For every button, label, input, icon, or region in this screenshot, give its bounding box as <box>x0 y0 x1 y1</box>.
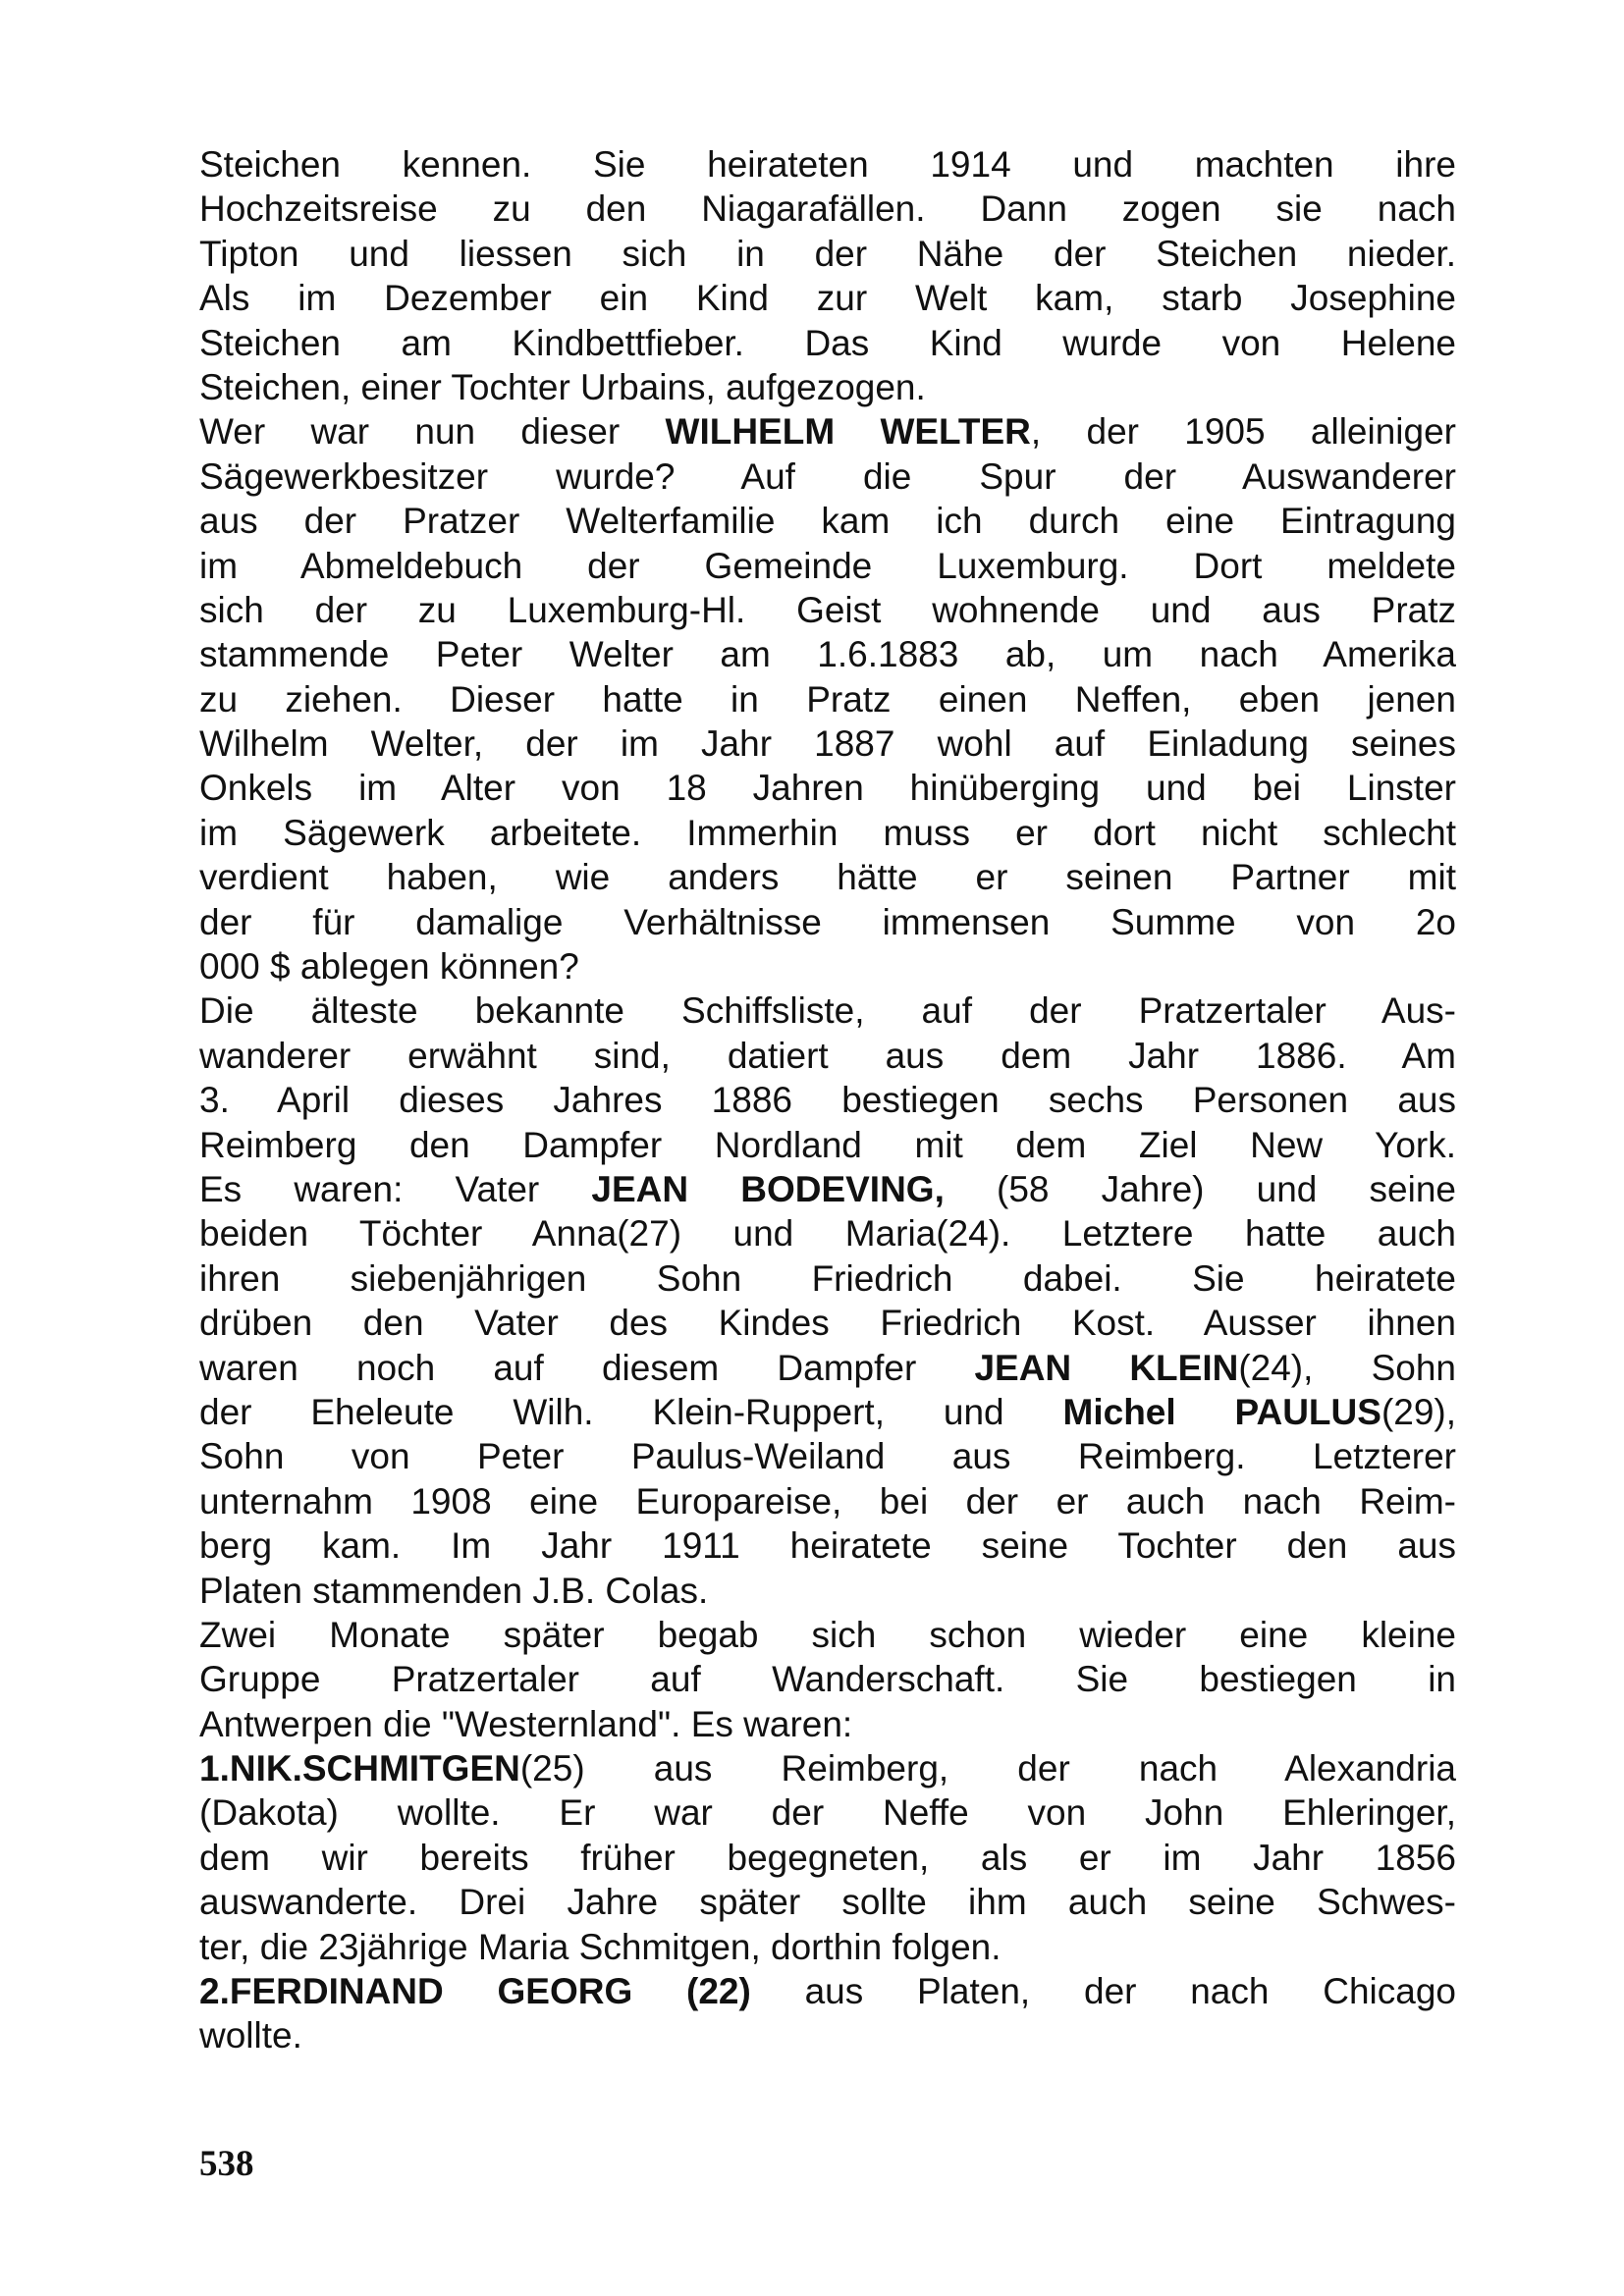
text-line: verdient haben, wie anders hätte er seinen Partner mit <box>199 857 1456 898</box>
text-line: Hochzeitsreise zu den Niagarafällen. Dann zogen sie nach <box>199 188 1456 230</box>
text-line <box>199 1969 1456 2013</box>
text-line: 3. April dieses Jahres 1886 bestiegen sechs Personen aus <box>199 1080 1456 1121</box>
bold-name: JEAN KLEIN <box>974 1347 1239 1388</box>
text-line: Als im Dezember ein Kind zur Welt kam, starb Josephine <box>199 278 1456 319</box>
bold-name: 1.NIK.SCHMITGEN <box>199 1748 520 1789</box>
text-line: Die älteste bekannte Schiffsliste, auf der Pratzertaler Aus- <box>199 990 1456 1032</box>
text-line: (Dakota) wollte. Er war der Neffe von John Ehleringer, <box>199 1792 1456 1834</box>
text-segment: , der 1905 alleiniger <box>1030 411 1456 453</box>
text-segment: (29), <box>1380 1391 1457 1432</box>
text-line: Tipton und liessen sich in der Nähe der Steichen nieder. <box>199 233 1456 274</box>
text-line <box>199 1167 1456 1211</box>
text-line: ihren siebenjährigen Sohn Friedrich dabei. Sie heiratete <box>199 1257 1456 1299</box>
text-line: Antwerpen die "Westernland". Es waren: <box>199 1703 853 1744</box>
text-line: berg kam. Im Jahr 1911 heiratete seine Tochter den aus <box>199 1525 1456 1567</box>
bold-name: Michel PAULUS <box>1062 1391 1381 1432</box>
text-line: Sägewerkbesitzer wurde? Auf die Spur der Auswanderer <box>199 455 1456 497</box>
bold-name: WILHELM WELTER <box>665 411 1031 453</box>
text-line <box>199 1746 1456 1790</box>
text-segment: Es waren: Vater <box>199 1168 592 1209</box>
text-line: Steichen kennen. Sie heirateten 1914 und machten ihre <box>199 144 1456 185</box>
text-line: Gruppe Pratzertaler auf Wanderschaft. Sie bestiegen in <box>199 1659 1456 1700</box>
text-segment: (24), Sohn <box>1238 1347 1456 1388</box>
text-line: beiden Töchter Anna(27) und Maria(24). Letztere hatte auch <box>199 1213 1456 1255</box>
text-line: Wilhelm Welter, der im Jahr 1887 wohl auf Einladung seines <box>199 723 1456 765</box>
text-line: dem wir bereits früher begegneten, als er im Jahr 1856 <box>199 1837 1456 1878</box>
text-line: Zwei Monate später begab sich schon wieder eine kleine <box>199 1614 1456 1655</box>
text-line: sich der zu Luxemburg-Hl. Geist wohnende und aus Pratz <box>199 589 1456 630</box>
text-line: drüben den Vater des Kindes Friedrich Kost. Ausser ihnen <box>199 1303 1456 1344</box>
text-segment: (58 Jahre) und seine <box>944 1168 1456 1209</box>
text-line <box>199 1346 1456 1390</box>
text-segment: waren noch auf diesem Dampfer <box>199 1347 975 1388</box>
text-line: Steichen, einer Tochter Urbains, aufgezogen. <box>199 366 926 407</box>
text-line: Steichen am Kindbettfieber. Das Kind wurde von Helene <box>199 322 1456 363</box>
text-line: auswanderte. Drei Jahre später sollte ihm auch seine Schwes- <box>199 1882 1456 1923</box>
text-line <box>199 1390 1456 1434</box>
text-line: aus der Pratzer Welterfamilie kam ich durch eine Eintragung <box>199 501 1456 542</box>
text-line: im Sägewerk arbeitete. Immerhin muss er dort nicht schlecht <box>199 812 1456 853</box>
text-line: zu ziehen. Dieser hatte in Pratz einen Neffen, eben jenen <box>199 678 1456 720</box>
text-line: stammende Peter Welter am 1.6.1883 ab, um nach Amerika <box>199 634 1456 675</box>
text-line: Reimberg den Dampfer Nordland mit dem Ziel New York. <box>199 1124 1456 1165</box>
text-segment: Wer war nun dieser <box>199 411 666 453</box>
bold-name: 2.FERDINAND GEORG (22) <box>199 1971 751 2012</box>
text-segment: der Eheleute Wilh. Klein-Ruppert, und <box>199 1391 1063 1432</box>
text-line: Sohn von Peter Paulus-Weiland aus Reimberg. Letzterer <box>199 1436 1456 1477</box>
bold-name: JEAN BODEVING, <box>591 1168 945 1209</box>
text-line: ter, die 23jährige Maria Schmitgen, dorthin folgen. <box>199 1926 1001 1967</box>
text-segment: aus Platen, der nach Chicago <box>750 1971 1456 2012</box>
text-line: im Abmeldebuch der Gemeinde Luxemburg. Dort meldete <box>199 545 1456 586</box>
page-text <box>199 142 1456 2058</box>
text-segment: (25) aus Reimberg, der nach Alexandria <box>519 1748 1456 1789</box>
text-line <box>199 409 1456 454</box>
text-line: unternahm 1908 eine Europareise, bei der er auch nach Reim- <box>199 1480 1456 1522</box>
text-line: Platen stammenden J.B. Colas. <box>199 1570 709 1611</box>
text-line: der für damalige Verhältnisse immensen Summe von 2o <box>199 901 1456 942</box>
text-line: 000 $ ablegen können? <box>199 946 579 988</box>
text-line: wollte. <box>199 2015 302 2056</box>
text-line: wanderer erwähnt sind, datiert aus dem Jahr 1886. Am <box>199 1035 1456 1076</box>
page-number: 538 <box>199 2144 254 2184</box>
text-line: Onkels im Alter von 18 Jahren hinüberging und bei Linster <box>199 768 1456 809</box>
